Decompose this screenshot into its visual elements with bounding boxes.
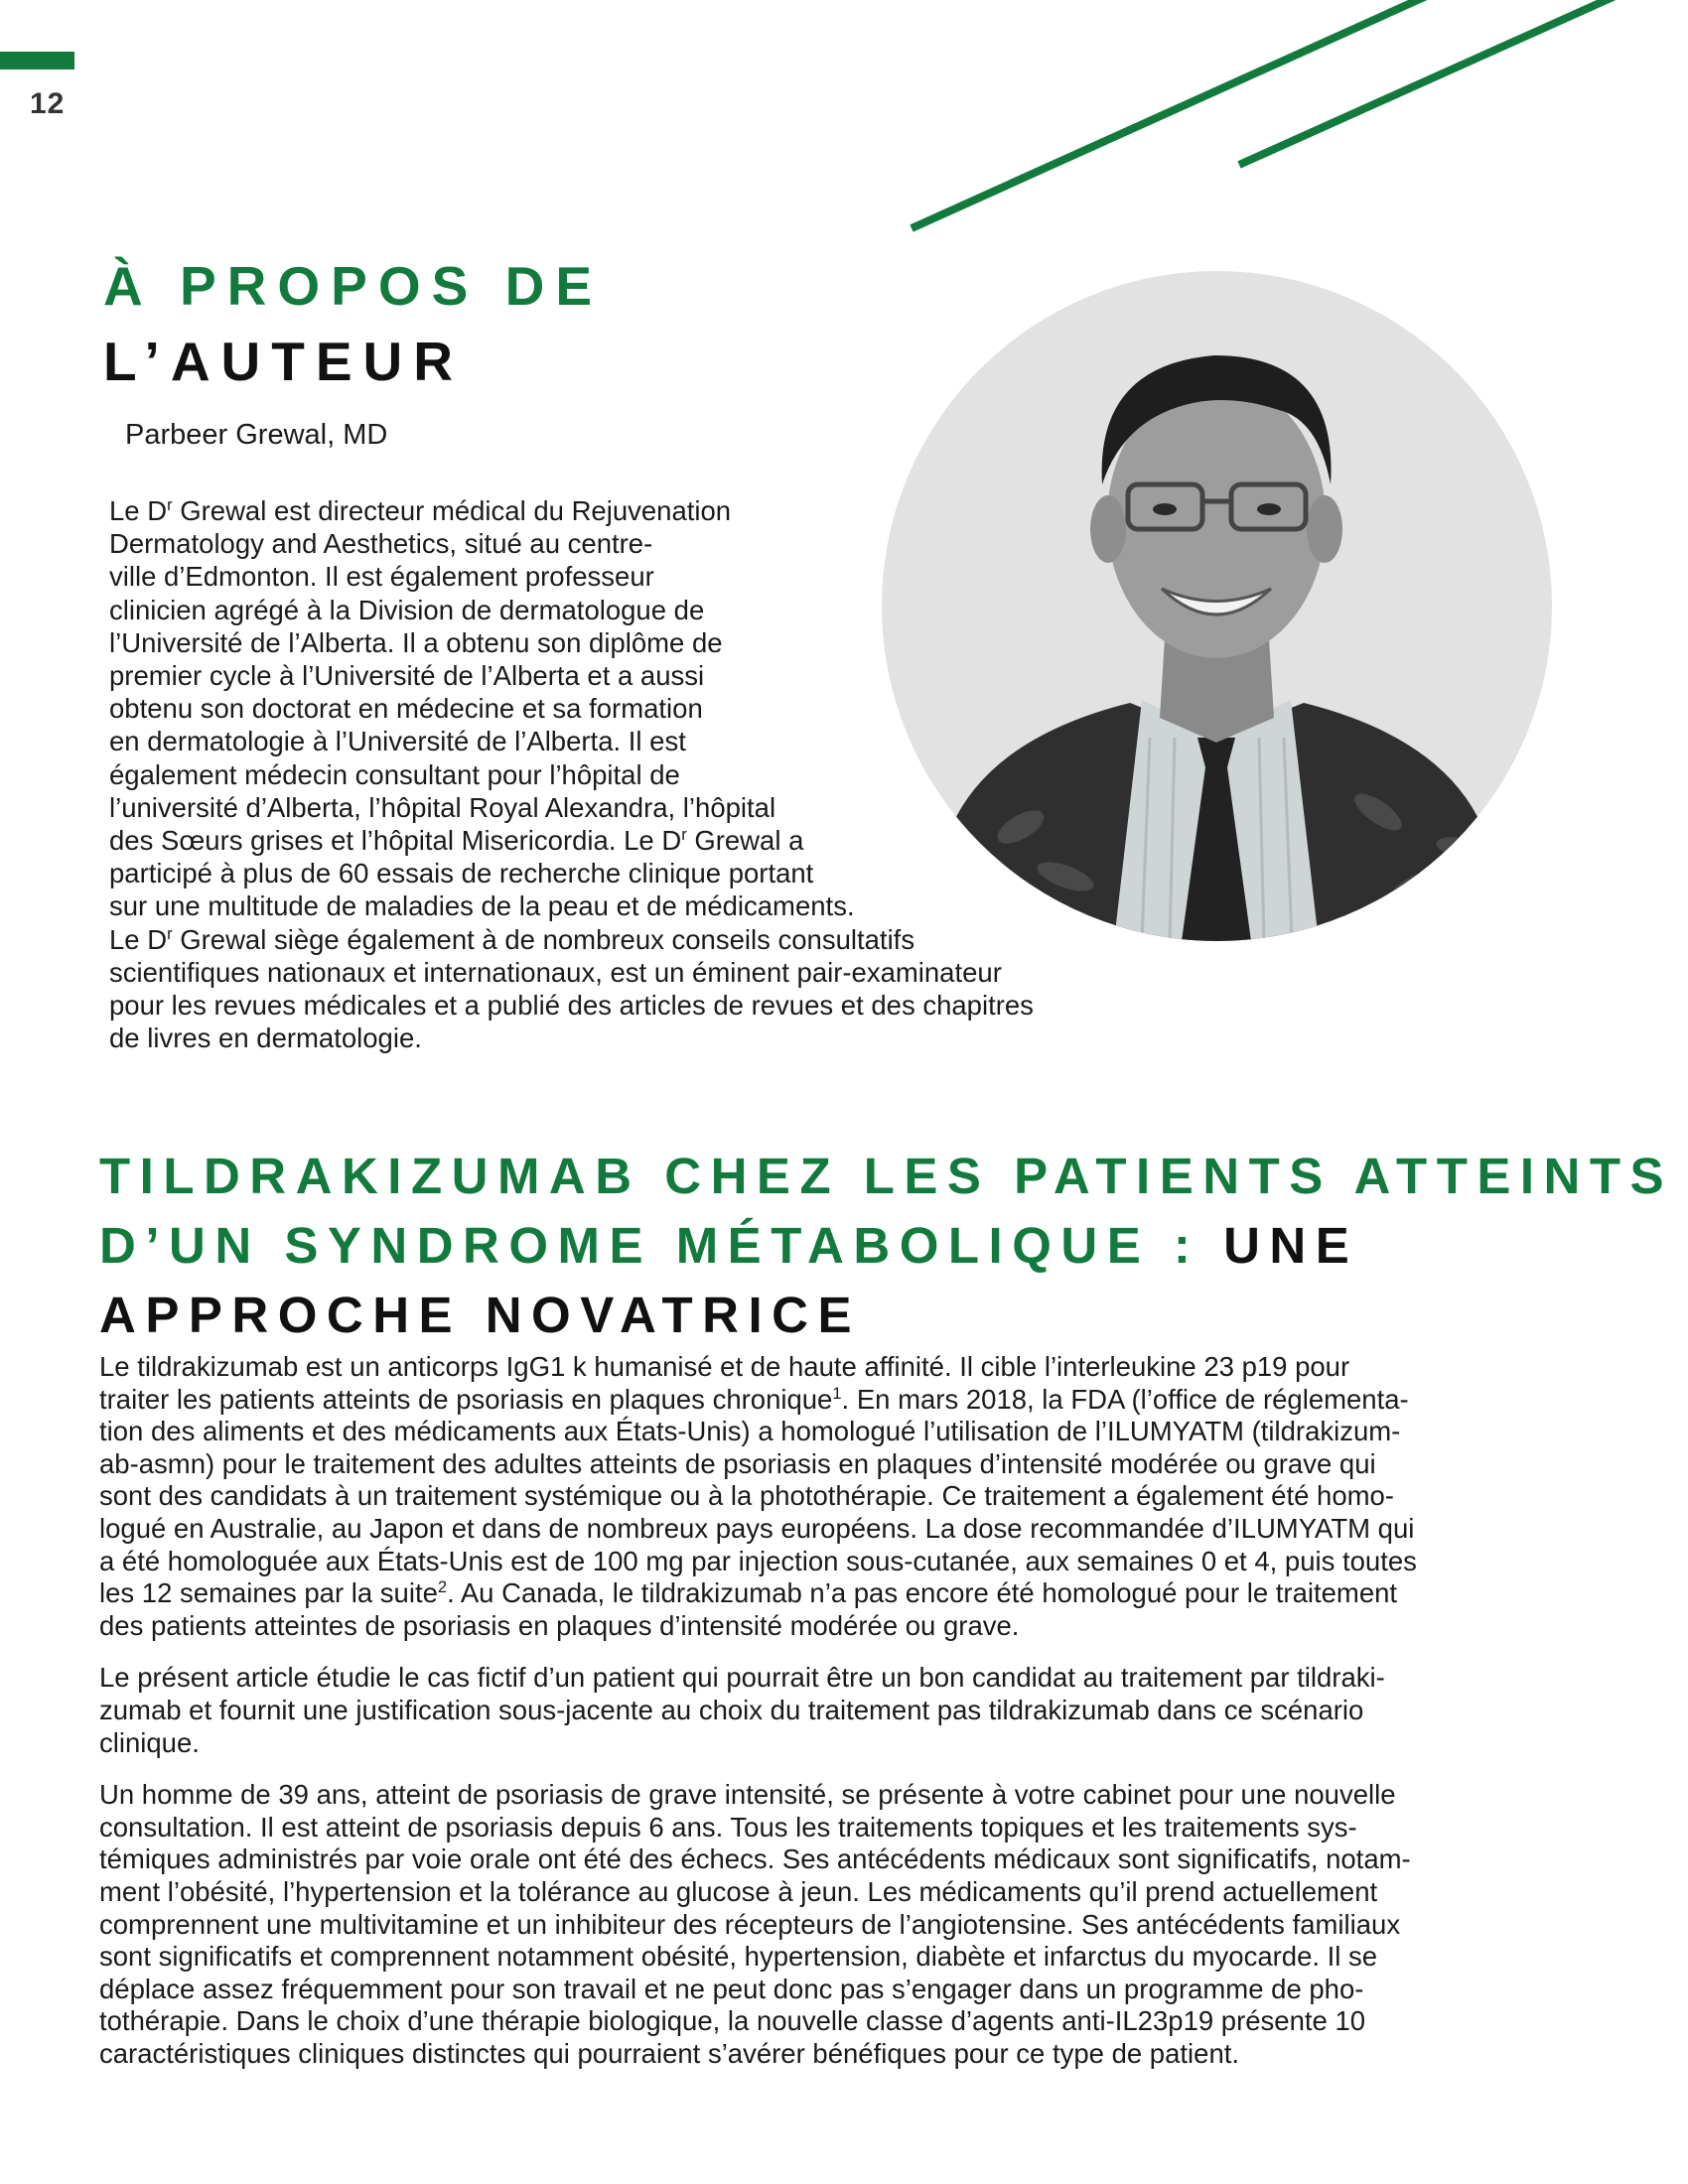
article-paragraph-line: clinique. — [99, 1726, 200, 1758]
article-paragraph-line: témiques administrés par voie orale ont été des échecs. Ses antécédents médicaux sont significatifs, notam- — [99, 1843, 1411, 1875]
article-title-line2-green: D’UN SYNDROME MÉTABOLIQUE : — [99, 1217, 1224, 1274]
article-paragraph-line: consultation. Il est atteint de psoriasis depuis 6 ans. Tous les traitements topiques et les traitements sys- — [99, 1811, 1357, 1843]
article-paragraph-line: les 12 semaines par la suite$^2$. Au Canada, le tildrakizumab n’a pas encore été homologué pour le traitement — [99, 1577, 1398, 1609]
author-bio-line: pour les revues médicales et a publié des articles de revues et des chapitres — [109, 990, 1034, 1022]
article-paragraph-line: des patients atteintes de psoriasis en plaques d’intensité modérée ou grave. — [99, 1609, 1020, 1641]
article-paragraph-line: tion des aliments et des médicaments aux États-Unis) a homologué l’utilisation de l’ILUMYATM (tildrakizum- — [99, 1416, 1401, 1447]
author-bio-line: clinicien agrégé à la Division de dermatologue de — [109, 594, 705, 625]
article-paragraph-line: caractéristiques cliniques distinctes qui pourraient s’avérer bénéfiques pour ce type de patient. — [99, 2037, 1240, 2069]
author-bio-line: Le $D^r$ Grewal est directeur médical du Rejuvenation — [109, 495, 732, 526]
author-bio-line: en dermatologie à l’Université de l’Alberta. Il est — [109, 726, 686, 757]
article-paragraph-line: ab-asmn) pour le traitement des adultes atteints de psoriasis en plaques d’intensité modérée ou grave qui — [99, 1447, 1376, 1479]
author-bio-line: des Sœurs grises et l’hôpital Misericordia. Le $D^r$ Grewal a — [109, 825, 804, 857]
article-paragraph-line: sont des candidats à un traitement systémique ou à la photothérapie. Ce traitement a également été homo- — [99, 1480, 1394, 1512]
author-bio-line: l’Université de l’Alberta. Il a obtenu son diplôme de — [109, 626, 723, 658]
author-bio-line: également médecin consultant pour l’hôpital de — [109, 758, 680, 790]
article-paragraph — [99, 1662, 1589, 1759]
article-paragraph-line: comprennent une multivitamine et un inhibiteur des récepteurs de l’angiotensine. Ses antécédents familiaux — [99, 1908, 1401, 1940]
page-number: 12 — [30, 87, 66, 120]
decorative-diagonal-lines — [0, 0, 1688, 258]
author-bio-line: l’université d’Alberta, l’hôpital Royal Alexandra, l’hôpital — [109, 791, 776, 823]
article-paragraph — [99, 1779, 1589, 2070]
article-title-line2 — [99, 1211, 1673, 1281]
author-bio-line: participé à plus de 60 essais de recherche clinique portant — [109, 858, 814, 889]
author-bio-line: Le $D^r$ Grewal siège également à de nombreux conseils consultatifs — [109, 923, 915, 955]
author-bio-line: sur une multitude de maladies de la peau et de médicaments. — [109, 890, 855, 922]
article-title — [99, 1142, 1673, 1350]
article-paragraph-line: traiter les patients atteints de psoriasis en plaques chronique$^1$. En mars 2018, la FDA (l’office de réglementa- — [99, 1383, 1409, 1415]
article-paragraph-line: sont significatifs et comprennent notamment obésité, hypertension, diabète et infarctus du myocarde. Il se — [99, 1941, 1378, 1973]
article-title-line3: APPROCHE NOVATRICE — [99, 1287, 861, 1343]
article-paragraph-line: déplace assez fréquemment pour son travail et ne peut donc pas s’engager dans un programme de pho- — [99, 1973, 1364, 2004]
article-paragraph-line: a été homologuée aux États-Unis est de 100 mg par injection sous-cutanée, aux semaines 0 et 4, puis toutes — [99, 1545, 1417, 1576]
author-heading-line2: L’AUTEUR — [103, 331, 464, 392]
diagonal-line-short — [1239, 0, 1628, 165]
author-bio-line: de livres en dermatologie. — [109, 1023, 422, 1054]
author-portrait-image — [882, 271, 1552, 941]
author-bio-line: premier cycle à l’Université de l’Alberta et a aussi — [109, 660, 705, 692]
article-paragraph-line: ment l’obésité, l’hypertension et la tolérance au glucose à jeun. Les médicaments qu’il prend actuellement — [99, 1875, 1378, 1907]
author-bio-line: obtenu son doctorat en médecine et sa formation — [109, 693, 703, 725]
article-paragraph-line: Le tildrakizumab est un anticorps IgG1 k humanisé et de haute affinité. Il cible l’interleukine 23 p19 pour — [99, 1351, 1350, 1382]
author-bio-line: Dermatology and Aesthetics, situé au centre- — [109, 528, 653, 560]
article-body — [99, 1351, 1589, 2090]
article-paragraph — [99, 1351, 1589, 1642]
article-paragraph-line: tothérapie. Dans le choix d’une thérapie biologique, la nouvelle classe d’agents anti-IL23p19 présente 10 — [99, 2005, 1366, 2037]
author-bio-line: ville d’Edmonton. Il est également professeur — [109, 561, 654, 593]
author-bio-line: scientifiques nationaux et internationaux, est un éminent pair-examinateur — [109, 956, 1002, 988]
article-paragraph-line: Le présent article étudie le cas fictif d’un patient qui pourrait être un bon candidat au traitement par tildraki- — [99, 1662, 1385, 1694]
article-paragraph-line: logué en Australie, au Japon et dans de nombreux pays européens. La dose recommandée d’ILUMYATM qui — [99, 1512, 1415, 1544]
author-section-heading — [103, 248, 603, 399]
article-paragraph-line: Un homme de 39 ans, atteint de psoriasis de grave intensité, se présente à votre cabinet pour une nouvelle — [99, 1779, 1396, 1811]
article-title-line2-dark: UNE — [1223, 1217, 1359, 1274]
article-title-line1: TILDRAKIZUMAB CHEZ LES PATIENTS ATTEINTS — [99, 1148, 1674, 1204]
author-portrait — [882, 271, 1552, 941]
article-paragraph-line: zumab et fournit une justification sous-jacente au choix du traitement pas tildrakizumab dans ce scénario — [99, 1694, 1364, 1725]
author-name: Parbeer Grewal, MD — [125, 419, 388, 451]
author-heading-line1: À PROPOS DE — [103, 255, 604, 317]
